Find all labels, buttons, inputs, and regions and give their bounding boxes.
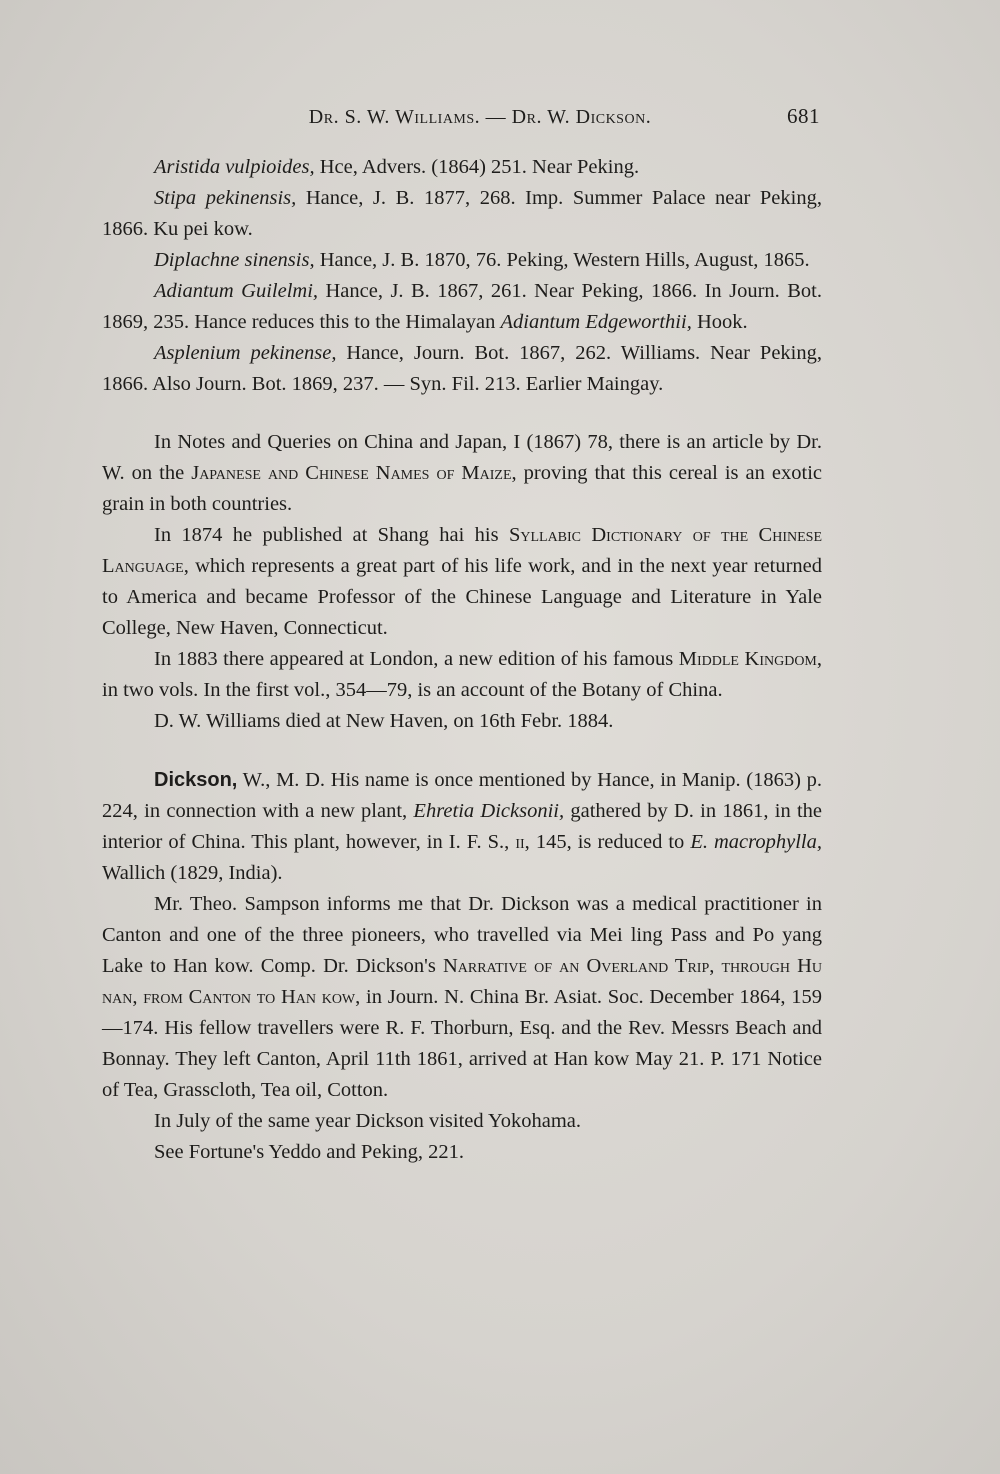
species-name: E. macrophylla,	[690, 831, 822, 853]
entry-detail: Hance, Journ. Bot. 1867, 262. Williams. Near Peking, 1866. Also Journ. Bot. 1869, 237. — Syn. Fil. 213. Earlier Maingay.	[102, 342, 822, 395]
entry-detail: Hance, J. B. 1867, 261. Near Peking, 1866. In Journ. Bot. 1869, 235. Hance reduces this to the Himalayan	[102, 280, 822, 333]
paragraph-death: D. W. Williams died at New Haven, on 16th Febr. 1884.	[154, 710, 614, 732]
text-run: gathered by D. in 1861, in the interior of China. This plant, however, in I. F. S.,	[102, 800, 823, 853]
small-caps-title: Japanese and Chinese Names of Maize	[191, 462, 512, 484]
entry-heading-name: Dickson,	[154, 769, 238, 791]
small-caps-title: Middle Kingdom	[678, 648, 817, 670]
entry-diplachne	[102, 245, 822, 276]
entry-detail: Hance, J. B. 1877, 268. Imp. Summer Palace near Peking, 1866. Ku pei kow.	[102, 187, 822, 240]
species-name: Ehretia Dicksonii,	[413, 800, 565, 822]
page-number: 681	[787, 104, 820, 128]
body-text	[102, 152, 822, 1168]
small-caps-title: Narrative of an Overland Trip, through Hu nan, from Canton to Han kow	[102, 955, 822, 1008]
small-caps-title: Syllabic Dictionary of the Chinese Language	[102, 524, 822, 577]
paragraph-dickson	[102, 765, 822, 889]
text-run: , 145, is reduced to	[524, 831, 691, 853]
paragraph-notes-queries	[102, 427, 822, 520]
text-run: , in two vols. In the first vol., 354—79, is an account of the Botany of China.	[102, 648, 823, 701]
species-name: Aristida vulpioides,	[154, 156, 315, 178]
entry-detail: Hance, J. B. 1870, 76. Peking, Western Hills, August, 1865.	[314, 249, 810, 271]
paragraph-see-also: See Fortune's Yeddo and Peking, 221.	[154, 1141, 465, 1163]
header-title: Dr. S. W. Williams. — Dr. W. Dickson.	[308, 106, 652, 128]
entry-aristida	[102, 152, 822, 183]
species-name: Stipa pekinensis,	[154, 187, 297, 209]
text-run: W., M. D. His name is once mentioned by Hance, in Manip. (1863) p. 224, in connection with a new plant,	[102, 769, 822, 822]
species-name: Asplenium pekinense,	[154, 342, 337, 364]
text-run: , in Journ. N. China Br. Asiat. Soc. December 1864, 159—174. His fellow travellers were R. F. Thorburn, Esq. and the Rev. Messrs Beach and Bonnay. They left Canton, April 11th 1861, arrived at Han kow May 21. P. 171 Notice of Tea, Grasscloth, Tea oil, Cotton.	[102, 986, 822, 1101]
entry-asplenium	[102, 338, 822, 400]
text-run: , which represents a great part of his life work, and in the next year returned to America and became Professor of the Chinese Language and Literature in Yale College, New Haven, Connecticut.	[102, 555, 822, 639]
entry-stipa	[102, 183, 822, 245]
text-run: Wallich (1829, India).	[102, 862, 283, 884]
paragraph-1874	[102, 520, 822, 644]
paragraph-1883	[102, 644, 822, 706]
text-run: In Notes and Queries on China and Japan, I (1867) 78, there is an article by Dr. W. on the	[102, 431, 822, 484]
entry-detail: Hce, Advers. (1864) 251. Near Peking.	[314, 156, 640, 178]
species-name: Adiantum Edgeworthii,	[500, 311, 692, 333]
paragraph-sampson	[102, 889, 822, 1106]
volume-numeral: ii	[515, 831, 525, 853]
species-name: Diplachne sinensis,	[154, 249, 315, 271]
text-run: In 1874 he published at Shang hai his	[154, 524, 509, 546]
species-name: Adiantum Guilelmi,	[154, 280, 319, 302]
running-header	[100, 100, 820, 140]
paragraph-yokohama: In July of the same year Dickson visited Yokohama.	[154, 1110, 582, 1132]
text-run: Mr. Theo. Sampson informs me that Dr. Dickson was a medical practitioner in Canton and one of the three pioneers, who travelled via Mei ling Pass and Po yang Lake to Han kow. Comp. Dr. Dickson's	[102, 893, 822, 977]
entry-detail: Hook.	[691, 311, 748, 333]
entry-adiantum	[102, 276, 822, 338]
text-run: In 1883 there appeared at London, a new edition of his famous	[154, 648, 679, 670]
text-run: , proving that this cereal is an exotic grain in both countries.	[102, 462, 822, 515]
